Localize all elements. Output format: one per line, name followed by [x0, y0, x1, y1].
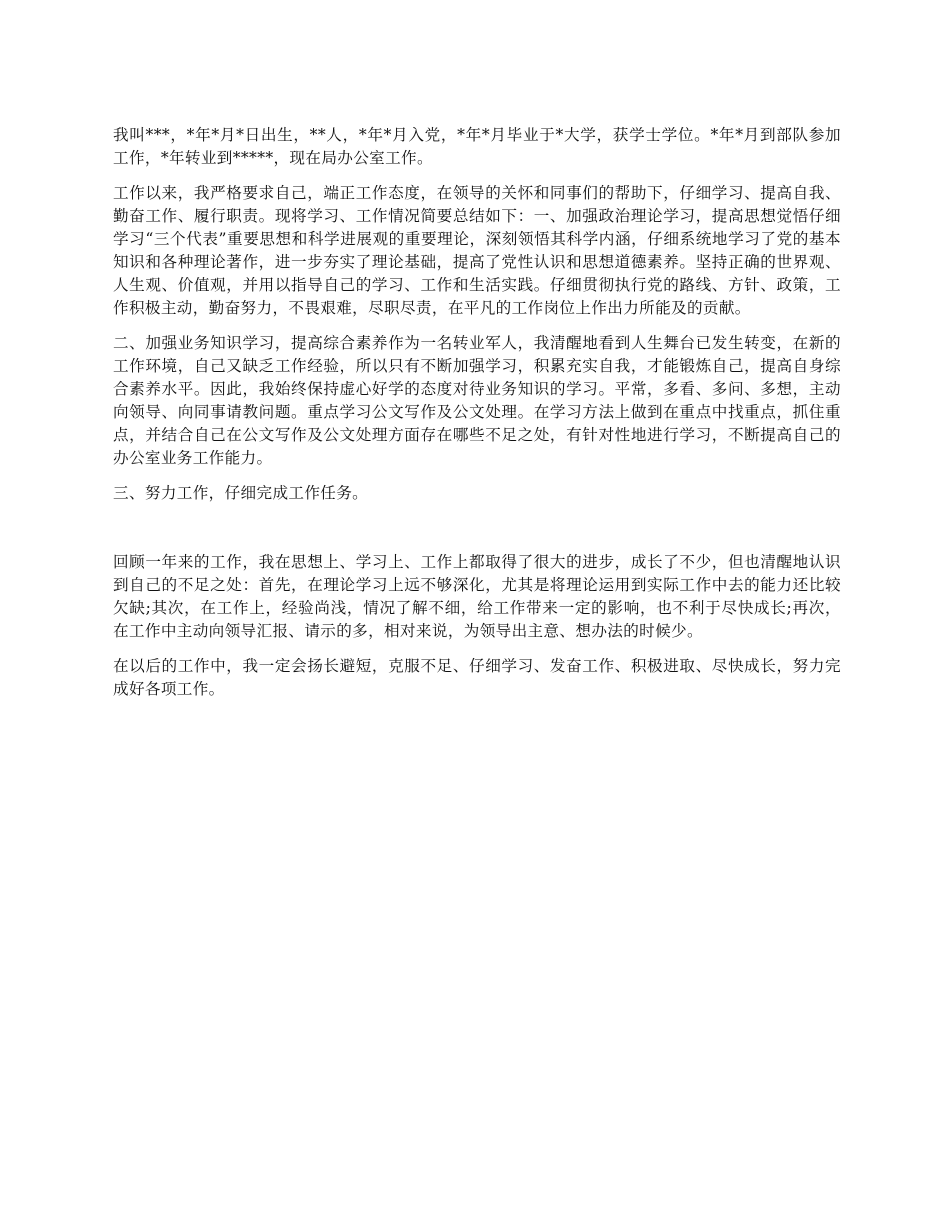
document-body — [113, 124, 841, 713]
paragraph-business-study: 二、加强业务知识学习，提高综合素养作为一名转业军人，我清醒地看到人生舞台已发生转变，在新的工作环境，自己又缺乏工作经验，所以只有不断加强学习，积累充实自我，才能锻炼自己，提高自身综合素养水平。因此，我始终保持虚心好学的态度对待业务知识的学习。平常，多看、多问、多想，主动向领导、向同事请教问题。重点学习公文写作及公文处理。在学习方法上做到在重点中找重点，抓住重点，并结合自己在公文写作及公文处理方面存在哪些不足之处，有针对性地进行学习，不断提高自己的办公室业务工作能力。 — [113, 334, 841, 467]
blank-gap — [113, 517, 841, 551]
paragraph-review: 回顾一年来的工作，我在思想上、学习上、工作上都取得了很大的进步，成长了不少，但也清醒地认识到自己的不足之处：首先，在理论学习上远不够深化，尤其是将理论运用到实际工作中去的能力还比较欠缺;其次，在工作上，经验尚浅，情况了解不细，给工作带来一定的影响，也不利于尽快成长;再次，在工作中主动向领导汇报、请示的多，相对来说，为领导出主意、想办法的时候少。 — [113, 553, 841, 640]
paragraph-intro: 我叫***，*年*月*日出生，**人，*年*月入党，*年*月毕业于*大学，获学士学位。*年*月到部队参加工作，*年转业到*****，现在局办公室工作。 — [113, 126, 841, 167]
paragraph-political-study: 工作以来，我严格要求自己，端正工作态度，在领导的关怀和同事们的帮助下，仔细学习、提高自我、勤奋工作、履行职责。现将学习、工作情况简要总结如下：一、加强政治理论学习，提高思想觉悟仔细学习“三个代表”重要思想和科学进展观的重要理论，深刻领悟其科学内涵，仔细系统地学习了党的基本知识和各种理论著作，进一步夯实了理论基础，提高了党性认识和思想道德素养。坚持正确的世界观、人生观、价值观，并用以指导自己的学习、工作和生活实践。仔细贯彻执行党的路线、方针、政策，工作积极主动，勤奋努力，不畏艰难，尽职尽责，在平凡的工作岗位上作出力所能及的贡献。 — [113, 184, 841, 317]
paragraph-future: 在以后的工作中，我一定会扬长避短，克服不足、仔细学习、发奋工作、积极进取、尽快成长，努力完成好各项工作。 — [113, 657, 841, 698]
paragraph-work-tasks: 三、努力工作，仔细完成工作任务。 — [113, 484, 369, 502]
